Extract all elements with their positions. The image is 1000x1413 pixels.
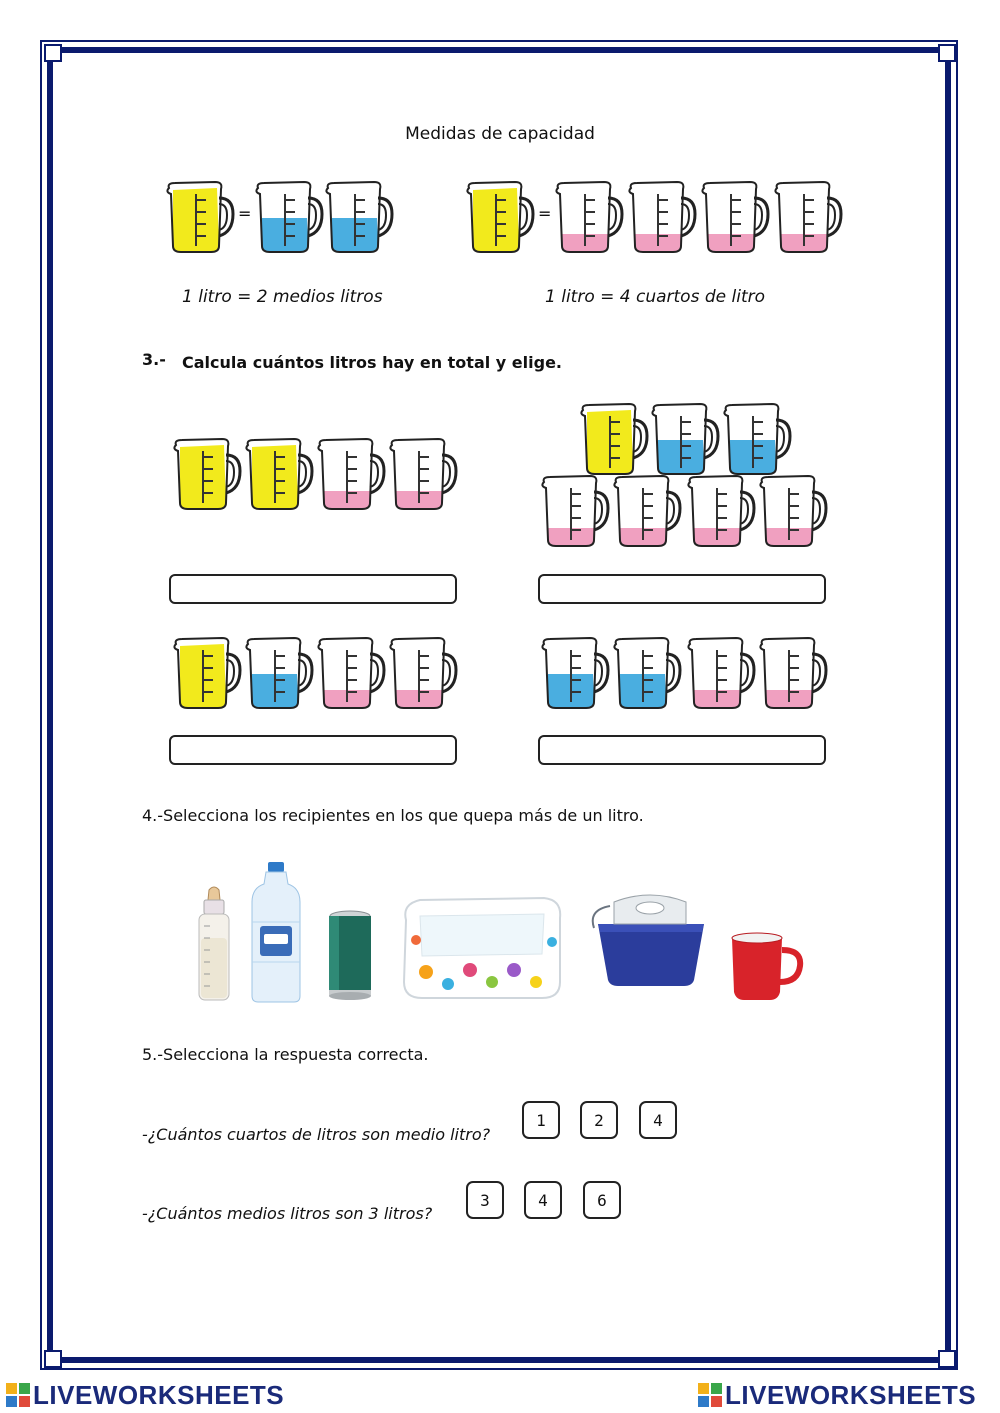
brand-logo-icon xyxy=(6,1383,30,1407)
baby-bottle-icon[interactable] xyxy=(192,886,236,1004)
jug-liter-icon xyxy=(242,437,314,511)
equals-sign: = xyxy=(238,204,252,223)
jug-quarter-icon xyxy=(610,474,682,548)
q3-text: Calcula cuántos litros hay en total y elige. xyxy=(182,353,562,372)
jug-quarter-icon xyxy=(684,474,756,548)
jug-quarter-icon xyxy=(756,474,828,548)
page-title: Medidas de capacidad xyxy=(405,124,595,144)
answer-input-b[interactable] xyxy=(538,574,826,604)
jug-liter-icon xyxy=(170,437,242,511)
inflatable-pool-icon[interactable] xyxy=(396,890,568,1002)
equivalence-half: 1 litro = 2 medios litros xyxy=(182,287,383,307)
jug-quarter-icon xyxy=(538,474,610,548)
jug-quarter-icon xyxy=(552,180,624,254)
answer-input-d[interactable] xyxy=(538,735,826,765)
jug-liter-icon xyxy=(463,180,535,254)
brand-name: LIVEWORKSHEETS xyxy=(725,1380,977,1410)
brand-logo-right xyxy=(698,1380,976,1411)
water-bottle-icon[interactable] xyxy=(248,862,304,1004)
brand-name: LIVEWORKSHEETS xyxy=(33,1380,285,1410)
q3-number: 3.- xyxy=(142,350,166,369)
jug-liter-icon xyxy=(170,636,242,710)
jug-half-icon xyxy=(648,402,720,476)
jug-half-icon xyxy=(252,180,324,254)
q5-2-option-2[interactable]: 4 xyxy=(524,1181,562,1219)
soda-can-icon[interactable] xyxy=(326,910,374,1002)
jug-quarter-icon xyxy=(625,180,697,254)
frame-corner-ornament xyxy=(938,44,956,62)
frame-corner-ornament xyxy=(44,1350,62,1368)
jug-half-icon xyxy=(720,402,792,476)
jug-liter-icon xyxy=(577,402,649,476)
q4-text: 4.-Selecciona los recipientes en los que quepa más de un litro. xyxy=(142,806,644,825)
jug-half-icon xyxy=(538,636,610,710)
q5-question-1: -¿Cuántos cuartos de litros son medio litro? xyxy=(142,1125,491,1144)
mug-icon[interactable] xyxy=(728,932,804,1002)
jug-half-icon xyxy=(242,636,314,710)
jug-liter-icon xyxy=(163,180,235,254)
jug-half-icon xyxy=(610,636,682,710)
q5-2-option-1[interactable]: 3 xyxy=(466,1181,504,1219)
q5-1-option-2[interactable]: 2 xyxy=(580,1101,618,1139)
frame-corner-ornament xyxy=(44,44,62,62)
jug-quarter-icon xyxy=(698,180,770,254)
jug-quarter-icon xyxy=(314,636,386,710)
jug-quarter-icon xyxy=(314,437,386,511)
answer-input-a[interactable] xyxy=(169,574,457,604)
brand-logo-left xyxy=(6,1380,284,1411)
q5-1-option-1[interactable]: 1 xyxy=(522,1101,560,1139)
frame-corner-ornament xyxy=(938,1350,956,1368)
jug-quarter-icon xyxy=(386,636,458,710)
jug-quarter-icon xyxy=(771,180,843,254)
jug-half-icon xyxy=(322,180,394,254)
equals-sign: = xyxy=(538,204,552,223)
jug-quarter-icon xyxy=(386,437,458,511)
jug-quarter-icon xyxy=(684,636,756,710)
answer-input-c[interactable] xyxy=(169,735,457,765)
q5-1-option-3[interactable]: 4 xyxy=(639,1101,677,1139)
equivalence-quarter: 1 litro = 4 cuartos de litro xyxy=(545,287,766,307)
q5-text: 5.-Selecciona la respuesta correcta. xyxy=(142,1045,429,1064)
q5-question-2: -¿Cuántos medios litros son 3 litros? xyxy=(142,1204,433,1223)
q5-2-option-3[interactable]: 6 xyxy=(583,1181,621,1219)
jug-quarter-icon xyxy=(756,636,828,710)
brand-logo-icon xyxy=(698,1383,722,1407)
mop-bucket-icon[interactable] xyxy=(590,888,712,988)
